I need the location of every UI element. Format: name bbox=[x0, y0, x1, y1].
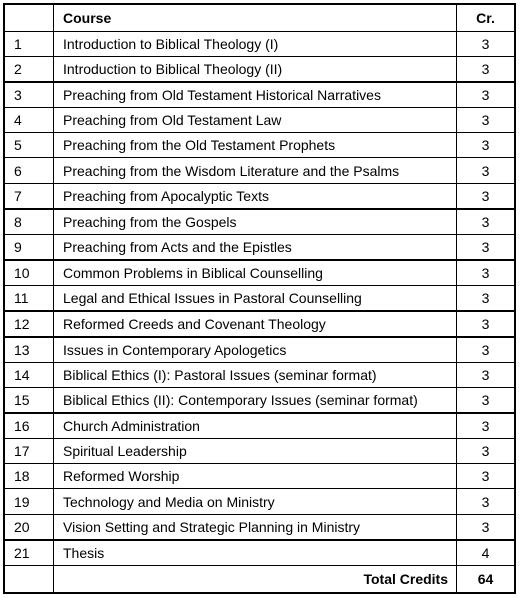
course-number-cell: 9 bbox=[5, 234, 54, 260]
header-credits-cell: Cr. bbox=[457, 5, 515, 32]
course-title-cell: Preaching from Old Testament Historical Narratives bbox=[54, 82, 457, 108]
course-title-cell: Preaching from Apocalyptic Texts bbox=[54, 183, 457, 209]
course-title-cell: Biblical Ethics (I): Pastoral Issues (seminar format) bbox=[54, 363, 457, 388]
course-number-cell: 6 bbox=[5, 158, 54, 183]
table-row bbox=[5, 337, 514, 363]
total-credits-row bbox=[5, 565, 514, 592]
course-title-cell: Common Problems in Biblical Counselling bbox=[54, 260, 457, 286]
course-title-cell: Vision Setting and Strategic Planning in Ministry bbox=[54, 514, 457, 540]
table-row bbox=[5, 540, 514, 566]
table-row bbox=[5, 439, 514, 464]
course-title-cell: Thesis bbox=[54, 540, 457, 566]
table-row bbox=[5, 311, 514, 337]
course-number-cell: 4 bbox=[5, 108, 54, 133]
table-header-row bbox=[5, 5, 514, 32]
table-row bbox=[5, 82, 514, 108]
course-credits-cell: 3 bbox=[457, 413, 515, 439]
course-credits-cell: 3 bbox=[457, 337, 515, 363]
course-credits-cell: 3 bbox=[457, 158, 515, 183]
course-number-cell: 1 bbox=[5, 32, 54, 57]
course-table-body bbox=[5, 5, 514, 592]
course-number-cell: 14 bbox=[5, 363, 54, 388]
course-credits-cell: 3 bbox=[457, 464, 515, 489]
table-row bbox=[5, 133, 514, 158]
course-credits-cell: 3 bbox=[457, 183, 515, 209]
course-number-cell: 2 bbox=[5, 57, 54, 83]
course-credits-cell: 4 bbox=[457, 540, 515, 566]
course-number-cell: 10 bbox=[5, 260, 54, 286]
course-credits-cell: 3 bbox=[457, 489, 515, 514]
course-number-cell: 7 bbox=[5, 183, 54, 209]
course-credits-cell: 3 bbox=[457, 388, 515, 414]
course-title-cell: Issues in Contemporary Apologetics bbox=[54, 337, 457, 363]
table-row bbox=[5, 57, 514, 83]
course-credits-cell: 3 bbox=[457, 209, 515, 235]
course-number-cell: 11 bbox=[5, 285, 54, 311]
course-number-cell: 5 bbox=[5, 133, 54, 158]
header-num-cell bbox=[5, 5, 54, 32]
course-title-cell: Introduction to Biblical Theology (I) bbox=[54, 32, 457, 57]
table-row bbox=[5, 514, 514, 540]
course-table bbox=[5, 5, 514, 592]
course-credits-cell: 3 bbox=[457, 363, 515, 388]
course-credits-cell: 3 bbox=[457, 133, 515, 158]
course-number-cell: 16 bbox=[5, 413, 54, 439]
course-credits-cell: 3 bbox=[457, 108, 515, 133]
table-row bbox=[5, 363, 514, 388]
course-credits-cell: 3 bbox=[457, 439, 515, 464]
course-title-cell: Preaching from Acts and the Epistles bbox=[54, 234, 457, 260]
total-credits-label: Total Credits bbox=[54, 565, 457, 592]
course-credits-cell: 3 bbox=[457, 32, 515, 57]
course-number-cell: 20 bbox=[5, 514, 54, 540]
course-number-cell: 18 bbox=[5, 464, 54, 489]
course-credits-cell: 3 bbox=[457, 311, 515, 337]
table-row bbox=[5, 285, 514, 311]
course-title-cell: Preaching from the Wisdom Literature and the Psalms bbox=[54, 158, 457, 183]
course-title-cell: Church Administration bbox=[54, 413, 457, 439]
course-credits-cell: 3 bbox=[457, 234, 515, 260]
course-credits-cell: 3 bbox=[457, 82, 515, 108]
table-row bbox=[5, 183, 514, 209]
course-number-cell: 12 bbox=[5, 311, 54, 337]
course-credits-cell: 3 bbox=[457, 260, 515, 286]
course-number-cell: 15 bbox=[5, 388, 54, 414]
course-number-cell: 21 bbox=[5, 540, 54, 566]
total-credits-value: 64 bbox=[457, 565, 515, 592]
course-title-cell: Preaching from the Old Testament Prophets bbox=[54, 133, 457, 158]
table-row bbox=[5, 32, 514, 57]
course-table-frame bbox=[3, 3, 516, 594]
course-title-cell: Legal and Ethical Issues in Pastoral Counselling bbox=[54, 285, 457, 311]
course-title-cell: Reformed Creeds and Covenant Theology bbox=[54, 311, 457, 337]
course-number-cell: 3 bbox=[5, 82, 54, 108]
table-row bbox=[5, 158, 514, 183]
course-credits-cell: 3 bbox=[457, 57, 515, 83]
course-number-cell: 17 bbox=[5, 439, 54, 464]
table-row bbox=[5, 108, 514, 133]
course-credits-cell: 3 bbox=[457, 285, 515, 311]
course-number-cell: 8 bbox=[5, 209, 54, 235]
course-number-cell: 19 bbox=[5, 489, 54, 514]
header-course-cell: Course bbox=[54, 5, 457, 32]
course-title-cell: Technology and Media on Ministry bbox=[54, 489, 457, 514]
course-credits-cell: 3 bbox=[457, 514, 515, 540]
course-title-cell: Preaching from the Gospels bbox=[54, 209, 457, 235]
table-row bbox=[5, 234, 514, 260]
table-row bbox=[5, 489, 514, 514]
table-row bbox=[5, 209, 514, 235]
table-row bbox=[5, 413, 514, 439]
course-number-cell: 13 bbox=[5, 337, 54, 363]
table-row bbox=[5, 464, 514, 489]
course-title-cell: Biblical Ethics (II): Contemporary Issues (seminar format) bbox=[54, 388, 457, 414]
total-empty-cell bbox=[5, 565, 54, 592]
table-row bbox=[5, 260, 514, 286]
course-title-cell: Introduction to Biblical Theology (II) bbox=[54, 57, 457, 83]
table-row bbox=[5, 388, 514, 414]
course-title-cell: Spiritual Leadership bbox=[54, 439, 457, 464]
course-title-cell: Preaching from Old Testament Law bbox=[54, 108, 457, 133]
course-title-cell: Reformed Worship bbox=[54, 464, 457, 489]
